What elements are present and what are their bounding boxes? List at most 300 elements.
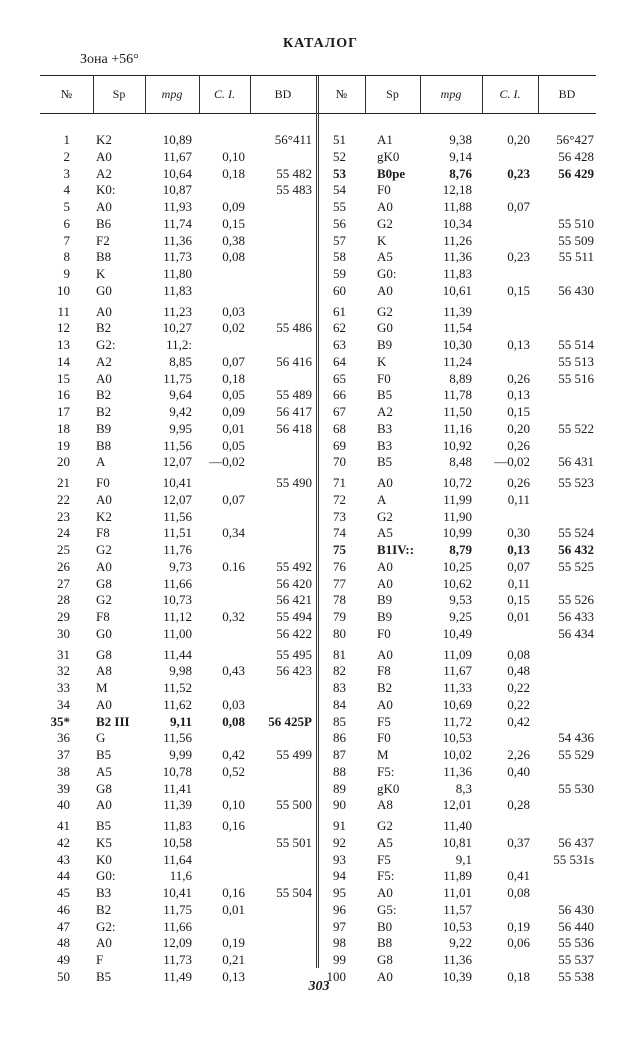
magnitude: 10,53 (442, 730, 472, 746)
magnitude: 11,12 (163, 609, 192, 624)
spectral-class: A5 (377, 525, 393, 541)
col-header-mag (420, 75, 482, 113)
bd-number: 56 418 (276, 420, 312, 436)
row-number: 58 (333, 249, 346, 265)
spectral-class: B3 (96, 885, 112, 900)
row-number: 79 (333, 609, 346, 624)
bd-number: 55 536 (558, 935, 594, 951)
magnitude: 10,58 (162, 834, 192, 850)
spectral-class: B2 (96, 387, 112, 403)
spectral-class: F0 (96, 475, 110, 490)
color-index: 0,18 (507, 968, 530, 984)
magnitude: 11,74 (163, 215, 192, 231)
row-number: 1 (63, 132, 70, 147)
bd-number: 55 537 (558, 952, 594, 967)
spectral-class: A0 (377, 968, 393, 984)
color-index: 0,20 (507, 132, 530, 147)
row-number: 73 (333, 508, 346, 524)
bd-number: 56 421 (276, 592, 312, 608)
row-number: 69 (333, 437, 346, 453)
spectral-class: B2 III (96, 713, 130, 729)
magnitude: 11,88 (443, 199, 472, 214)
color-index: —0,02 (494, 454, 530, 470)
spectral-class: G0 (96, 282, 112, 298)
row-number: 15 (57, 370, 70, 386)
spectral-class: A0 (96, 558, 112, 574)
magnitude: 11,36 (443, 249, 472, 265)
magnitude: 10,87 (162, 182, 192, 198)
page-title: КАТАЛОГ (283, 36, 359, 51)
row-number: 31 (57, 646, 70, 662)
bd-number: 56 431 (558, 454, 594, 470)
bd-number: 55 531s (553, 851, 594, 867)
color-index: 0,18 (222, 165, 245, 181)
bd-number: 55 522 (558, 420, 594, 436)
magnitude: 11,09 (443, 646, 472, 662)
row-number: 67 (333, 404, 346, 419)
bd-number: 56 429 (558, 165, 594, 181)
row-number: 46 (57, 901, 70, 917)
magnitude: 11,89 (443, 868, 472, 884)
magnitude: 11,26 (443, 232, 472, 248)
color-index: 0,22 (507, 680, 530, 695)
bd-number: 56°427 (556, 132, 594, 147)
bd-number: 55 513 (558, 353, 594, 369)
color-index: 0,26 (507, 437, 530, 453)
row-number: 62 (333, 320, 346, 336)
magnitude: 11,54 (443, 320, 472, 336)
spectral-class: A (96, 454, 106, 470)
magnitude: 10,92 (442, 437, 472, 453)
spectral-class: A0 (96, 148, 112, 164)
spectral-class: A2 (377, 404, 393, 419)
spectral-class: G2: (96, 337, 116, 352)
magnitude: 11,93 (163, 199, 192, 214)
row-number: 16 (57, 387, 70, 403)
row-number: 85 (333, 713, 346, 729)
color-index: 0,03 (222, 696, 245, 712)
col-header-ci-text: C. I. (499, 86, 521, 101)
bd-number: 55 500 (276, 797, 312, 813)
row-number: 25 (57, 542, 70, 557)
magnitude: 9,14 (449, 148, 472, 164)
row-number: 83 (333, 680, 346, 695)
magnitude: 8,89 (449, 370, 472, 386)
row-number: 27 (57, 575, 70, 591)
color-index: 0,13 (507, 387, 530, 403)
bd-number: 55 489 (276, 387, 312, 403)
row-number: 87 (333, 747, 346, 762)
magnitude: 11,36 (443, 763, 472, 779)
row-number: 32 (57, 663, 70, 679)
magnitude: 11,72 (443, 713, 472, 729)
magnitude: 11,2: (166, 337, 192, 352)
spectral-class: G2 (96, 592, 112, 608)
color-index: 0,07 (507, 558, 530, 574)
magnitude: 9,22 (449, 935, 472, 951)
bd-number: 56 420 (276, 575, 312, 591)
row-number: 86 (333, 730, 346, 746)
color-index: 0,26 (507, 370, 530, 386)
spectral-class: B2 (96, 320, 112, 336)
spectral-class: G0: (96, 868, 116, 884)
row-number: 34 (57, 696, 70, 712)
magnitude: 10,64 (162, 165, 192, 181)
spectral-class: G8 (96, 575, 112, 591)
magnitude: 11,36 (443, 952, 472, 967)
magnitude: 11,56 (163, 730, 192, 746)
row-number: 56 (333, 215, 346, 231)
bd-number: 55 504 (276, 885, 312, 900)
spectral-class: B2 (96, 901, 112, 917)
spectral-class: A0 (96, 303, 112, 319)
color-index: 0,23 (507, 165, 530, 181)
spectral-class: B5 (377, 387, 393, 403)
color-index: 0,26 (507, 475, 530, 490)
col-header-bd: BD (274, 86, 292, 101)
bd-number: 56 434 (558, 625, 594, 641)
bd-number: 55 526 (558, 592, 594, 608)
magnitude: 11,44 (163, 646, 192, 662)
bd-number: 56 432 (558, 542, 594, 557)
spectral-class: A0 (377, 575, 393, 591)
magnitude: 10,81 (442, 834, 472, 850)
color-index: 0,07 (222, 491, 245, 507)
magnitude: 11,16 (443, 420, 472, 436)
spectral-class: F5 (377, 851, 391, 867)
magnitude: 11,83 (163, 818, 192, 833)
row-number: 30 (57, 625, 70, 641)
magnitude: 11,39 (443, 303, 472, 319)
color-index: 0,16 (222, 885, 245, 900)
bd-number: 56 423 (276, 663, 312, 679)
row-number: 2 (63, 148, 70, 164)
color-index: 0,37 (507, 834, 530, 850)
row-number: 41 (57, 818, 70, 833)
spectral-class: A8 (377, 797, 393, 813)
spectral-class: B9 (377, 609, 393, 624)
bd-number: 55 492 (276, 558, 312, 574)
color-index: 0,11 (507, 491, 530, 507)
color-index: 2,26 (507, 747, 530, 762)
spectral-class: G (96, 730, 106, 746)
col-header-sp: Sp (386, 86, 399, 101)
magnitude: 11,80 (163, 266, 192, 281)
row-number: 14 (57, 353, 70, 369)
bd-number: 55 482 (276, 165, 312, 181)
magnitude: 10,27 (162, 320, 192, 336)
magnitude: 8,79 (449, 542, 472, 557)
bd-number: 55 530 (558, 780, 594, 796)
magnitude: 11,00 (163, 625, 192, 641)
spectral-class: B8 (96, 437, 112, 453)
spectral-class: B6 (96, 215, 112, 231)
magnitude: 10,78 (162, 763, 192, 779)
row-number: 22 (57, 491, 70, 507)
color-index: 0,43 (222, 663, 245, 679)
row-number: 51 (333, 132, 346, 147)
row-number: 28 (57, 592, 70, 608)
spectral-class: K0: (96, 182, 116, 198)
magnitude: 11,83 (443, 266, 472, 281)
spectral-class: A1 (377, 132, 393, 147)
spectral-class: G2 (96, 542, 112, 557)
bd-number: 55 499 (276, 747, 312, 762)
bd-number: 56 417 (276, 404, 312, 419)
magnitude: 11,56 (163, 508, 192, 524)
magnitude: 10,25 (442, 558, 472, 574)
row-number: 18 (57, 420, 70, 436)
row-number: 13 (57, 337, 70, 352)
row-number: 70 (333, 454, 346, 470)
color-index: 0,13 (222, 968, 245, 984)
col-header-mag-text: mpg (440, 86, 462, 101)
spectral-class: A5 (377, 249, 393, 265)
row-number: 45 (57, 885, 70, 900)
row-number: 52 (333, 148, 346, 164)
color-index: 0,05 (222, 437, 245, 453)
color-index: 0,48 (507, 663, 530, 679)
row-number: 6 (63, 215, 70, 231)
row-number: 92 (333, 834, 346, 850)
spectral-class: K (377, 232, 387, 248)
magnitude: 11,24 (443, 353, 472, 369)
bd-number: 55 509 (558, 232, 594, 248)
color-index: 0,13 (507, 337, 530, 352)
color-index: 0,06 (507, 935, 530, 951)
row-number: 65 (333, 370, 346, 386)
magnitude: 9,95 (169, 420, 192, 436)
row-number: 10 (57, 282, 70, 298)
row-number: 84 (333, 696, 346, 712)
spectral-class: F8 (377, 663, 391, 679)
spectral-class: B3 (377, 437, 393, 453)
magnitude: 9,53 (449, 592, 472, 608)
col-header-num: № (60, 86, 73, 101)
col-header-ci-text: C. I. (214, 86, 235, 101)
row-number: 60 (333, 282, 346, 298)
color-index: 0,08 (507, 646, 530, 662)
spectral-class: A2 (96, 165, 112, 181)
bd-number: 54 436 (558, 730, 594, 746)
color-index: 0,11 (507, 575, 530, 591)
spectral-class: A0 (377, 558, 393, 574)
magnitude: 11,36 (163, 232, 192, 248)
row-number: 3 (63, 165, 70, 181)
color-index: 0,42 (222, 747, 245, 762)
magnitude: 11,75 (163, 901, 192, 917)
spectral-class: G0 (377, 320, 393, 336)
magnitude: 8,48 (449, 454, 472, 470)
spectral-class: B9 (96, 420, 112, 436)
spectral-class: K5 (96, 834, 112, 850)
spectral-class: A (377, 491, 387, 507)
bd-number: 55 483 (276, 182, 312, 198)
magnitude: 10,53 (442, 918, 472, 934)
color-index: 0,32 (222, 609, 245, 624)
spectral-class: B2 (96, 404, 112, 419)
magnitude: 10,73 (162, 592, 192, 608)
spectral-class: B5 (96, 747, 112, 762)
magnitude: 11,67 (443, 663, 472, 679)
row-number: 7 (63, 232, 70, 248)
row-number: 20 (57, 454, 70, 470)
magnitude: 12,18 (442, 182, 472, 198)
row-number: 96 (333, 901, 346, 917)
spectral-class: K2 (96, 508, 112, 524)
row-number: 36 (57, 730, 70, 746)
bd-number: 55 486 (276, 320, 312, 336)
row-number: 23 (57, 508, 70, 524)
magnitude: 11,40 (443, 818, 472, 833)
row-number: 100 (326, 968, 346, 984)
row-number: 93 (333, 851, 346, 867)
magnitude: 10,34 (442, 215, 472, 231)
color-index: 0,13 (507, 542, 530, 557)
bd-number: 56°411 (274, 132, 312, 147)
magnitude: 8,3 (455, 780, 472, 796)
magnitude: 10,99 (442, 525, 472, 541)
col-header-mag-text: mpg (161, 86, 183, 101)
row-number: 44 (57, 868, 70, 884)
color-index: 0,10 (222, 797, 245, 813)
bd-number: 55 510 (558, 215, 594, 231)
color-index: 0,38 (222, 232, 245, 248)
magnitude: 11,62 (163, 696, 192, 712)
magnitude: 11,73 (163, 249, 192, 265)
magnitude: 11,90 (443, 508, 472, 524)
color-index: 0,01 (222, 901, 245, 917)
spectral-class: gK0 (377, 148, 400, 164)
magnitude: 10,02 (442, 747, 472, 762)
color-index: —0,02 (209, 454, 245, 470)
row-number: 54 (333, 182, 346, 198)
spectral-class: A0 (96, 491, 112, 507)
magnitude: 11,6 (169, 868, 192, 884)
spectral-class: B5 (377, 454, 393, 470)
spectral-class: A0 (377, 885, 393, 900)
bd-number: 56 430 (558, 901, 594, 917)
magnitude: 11,49 (163, 968, 192, 984)
spectral-class: F5: (377, 868, 395, 884)
row-number: 37 (57, 747, 70, 762)
spectral-class: B8 (96, 249, 112, 265)
spectral-class: B3 (377, 420, 393, 436)
color-index: 0,16 (222, 818, 245, 833)
color-index: 0,15 (507, 282, 530, 298)
spectral-class: B2 (377, 680, 393, 695)
spectral-class: G8 (377, 952, 393, 967)
spectral-class: G2 (377, 303, 393, 319)
row-number: 48 (57, 935, 70, 951)
magnitude: 9,25 (449, 609, 472, 624)
bd-number: 56 437 (558, 834, 594, 850)
color-index: 0,09 (222, 404, 245, 419)
magnitude: 10,62 (442, 575, 472, 591)
magnitude: 11,01 (443, 885, 472, 900)
spectral-class: B5 (96, 968, 112, 984)
color-index: 0,02 (222, 320, 245, 336)
row-number: 91 (333, 818, 346, 833)
row-number: 81 (333, 646, 346, 662)
bd-number: 56 416 (276, 353, 312, 369)
magnitude: 9,73 (169, 558, 192, 574)
row-number: 80 (333, 625, 346, 641)
row-number: 11 (57, 303, 70, 319)
color-index: 0,08 (222, 249, 245, 265)
row-number: 88 (333, 763, 346, 779)
row-number: 39 (57, 780, 70, 796)
color-index: 0,15 (222, 215, 245, 231)
spectral-class: A0 (96, 935, 112, 951)
magnitude: 11,99 (443, 491, 472, 507)
magnitude: 11,57 (443, 901, 472, 917)
magnitude: 9,98 (169, 663, 192, 679)
magnitude: 11,64 (163, 851, 192, 867)
color-index: 0,10 (222, 148, 245, 164)
row-number: 59 (333, 266, 346, 281)
col-header-bd: BD (558, 86, 576, 101)
color-index: 0,52 (222, 763, 245, 779)
color-index: 0,08 (222, 713, 245, 729)
spectral-class: F2 (96, 232, 110, 248)
row-number: 99 (333, 952, 346, 967)
row-number: 12 (57, 320, 70, 336)
magnitude: 11,76 (163, 542, 192, 557)
magnitude: 9,38 (449, 132, 472, 147)
row-number: 21 (57, 475, 70, 490)
row-number: 26 (57, 558, 70, 574)
bd-number: 56 428 (558, 148, 594, 164)
spectral-class: M (377, 747, 389, 762)
magnitude: 10,49 (442, 625, 472, 641)
color-index: 0,28 (507, 797, 530, 813)
spectral-class: G8 (96, 780, 112, 796)
spectral-class: B0 (377, 918, 393, 934)
color-index: 0,03 (222, 303, 245, 319)
bd-number: 55 524 (558, 525, 594, 541)
row-number: 95 (333, 885, 346, 900)
color-index: 0,09 (222, 199, 245, 214)
bd-number: 55 494 (276, 609, 312, 624)
bd-number: 55 501 (276, 834, 312, 850)
spectral-class: A0 (377, 199, 393, 214)
row-number: 78 (333, 592, 346, 608)
bd-number: 55 523 (558, 475, 594, 490)
magnitude: 12,07 (162, 491, 192, 507)
row-number: 24 (57, 525, 70, 541)
spectral-class: A8 (96, 663, 112, 679)
color-index: 0,08 (507, 885, 530, 900)
spectral-class: A0 (377, 646, 393, 662)
row-number: 64 (333, 353, 346, 369)
row-number: 71 (333, 475, 346, 490)
row-number: 42 (57, 834, 70, 850)
col-header-num: № (335, 86, 348, 101)
magnitude: 11,52 (163, 680, 192, 695)
spectral-class: K0 (96, 851, 112, 867)
magnitude: 12,07 (162, 454, 192, 470)
spectral-class: B9 (377, 337, 393, 352)
magnitude: 8,85 (169, 353, 192, 369)
spectral-class: A0 (377, 696, 393, 712)
magnitude: 11,66 (163, 918, 192, 934)
spectral-class: B9 (377, 592, 393, 608)
color-index: 0,15 (507, 404, 530, 419)
bd-number: 55 511 (558, 249, 594, 265)
row-number: 76 (333, 558, 346, 574)
magnitude: 10,69 (442, 696, 472, 712)
